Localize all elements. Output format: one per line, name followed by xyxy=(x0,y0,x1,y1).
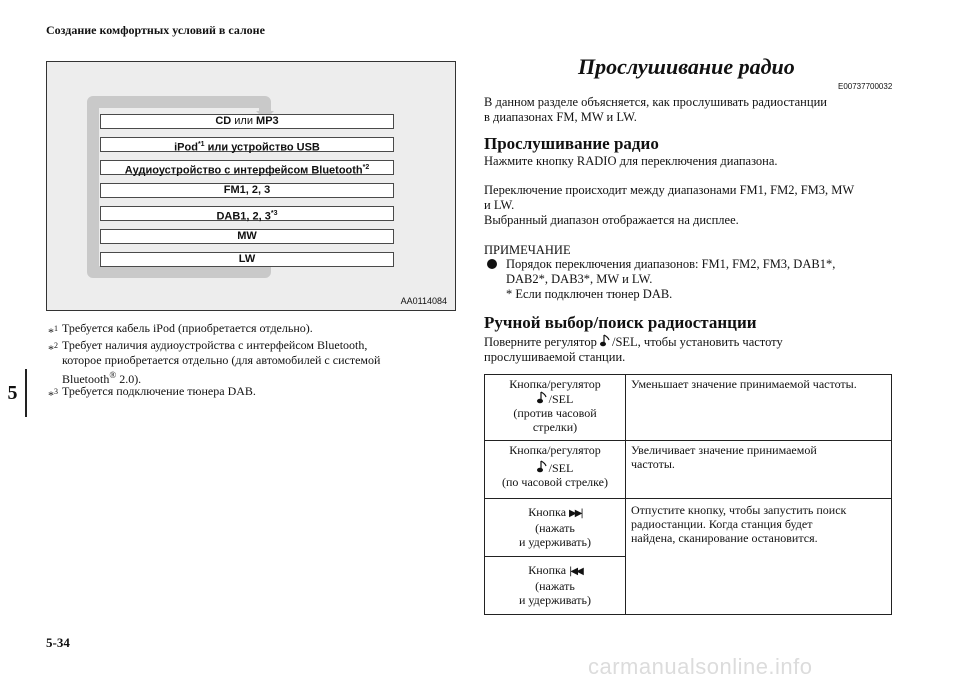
figure-code: AA0114084 xyxy=(400,296,447,306)
page-header: Создание комфортных условий в салоне xyxy=(46,23,265,37)
watermark: carmanualsonline.info xyxy=(588,654,813,679)
footnote-3: *$^3$ Требуется подключение тюнера DAB. xyxy=(48,384,256,402)
seek-up-icon: ▶▶| xyxy=(569,508,582,519)
note-label: ПРИМЕЧАНИЕ xyxy=(484,243,571,257)
source-mw: MW xyxy=(100,229,394,244)
section-code: E00737700032 xyxy=(838,82,893,91)
paragraph-tune: Поверните регулятор /SEL, чтобы установить частоту прослушиваемой станции. xyxy=(484,335,783,364)
tuning-controls-table xyxy=(484,374,892,615)
table-cell-description: Отпустите кнопку, чтобы запустить поиск радиостанции. Когда станция будет найдена, сканирование остановится. xyxy=(626,499,892,615)
page-number: 5-34 xyxy=(46,635,70,650)
footnote-2: *$^2$ Требует наличия аудиоустройства с интерфейсом Bluetooth, которое приобретается отдельно (для автомобилей с системой Bluetooth® 2.0). xyxy=(48,338,381,386)
table-row xyxy=(485,499,892,557)
table-cell-control: Кнопка/регулятор /SEL (по часовой стрелке) xyxy=(485,441,626,499)
table-cell-description: Уменьшает значение принимаемой частоты. xyxy=(626,375,892,441)
seek-down-icon: |◀◀ xyxy=(569,566,582,577)
table-row xyxy=(485,441,892,499)
table-cell-control: Кнопка |◀◀ (нажать и удерживать) xyxy=(485,557,626,615)
chapter-tab: 5 xyxy=(0,369,27,417)
tune-knob-icon xyxy=(537,391,549,404)
table-row xyxy=(485,375,892,441)
paragraph-radio-button: Нажмите кнопку RADIO для переключения диапазона. xyxy=(484,154,778,168)
source-cd-mp3: CD или MP3 xyxy=(100,114,394,129)
intro-paragraph: В данном разделе объясняется, как прослушивать радиостанции в диапазонах FM, MW и LW. xyxy=(484,95,827,124)
source-fm: FM1, 2, 3 xyxy=(100,183,394,198)
heading-listen: Прослушивание радио xyxy=(484,134,659,153)
paragraph-switching: Переключение происходит между диапазонами FM1, FM2, FM3, MW и LW. Выбранный диапазон отображается на дисплее. xyxy=(484,183,855,227)
footnote-1: *$^1$ Требуется кабель iPod (приобретается отдельно). xyxy=(48,321,313,339)
table-cell-description: Увеличивает значение принимаемой частоты. xyxy=(626,441,892,499)
source-lw: LW xyxy=(100,252,394,267)
heading-manual: Ручной выбор/поиск радиостанции xyxy=(484,313,757,332)
tune-knob-icon xyxy=(537,460,549,473)
source-bluetooth: Аудиоустройство с интерфейсом Bluetooth$^{*2}$ xyxy=(100,160,394,175)
section-title: Прослушивание радио xyxy=(578,54,795,79)
bullet-icon xyxy=(487,259,497,269)
table-cell-control: Кнопка/регулятор /SEL (против часовой стрелки) xyxy=(485,375,626,441)
note-item: Порядок переключения диапазонов: FM1, FM2, FM3, DAB1*, DAB2*, DAB3*, MW и LW. * Если подключен тюнер DAB. xyxy=(484,257,894,302)
source-ipod-usb: iPod$^{*1}$ или устройство USB xyxy=(100,137,394,152)
source-dab: DAB1, 2, 3$^{*3}$ xyxy=(100,206,394,221)
tune-knob-icon xyxy=(600,334,612,347)
table-cell-control: Кнопка ▶▶| (нажать и удерживать) xyxy=(485,499,626,557)
band-order-figure xyxy=(46,61,456,311)
